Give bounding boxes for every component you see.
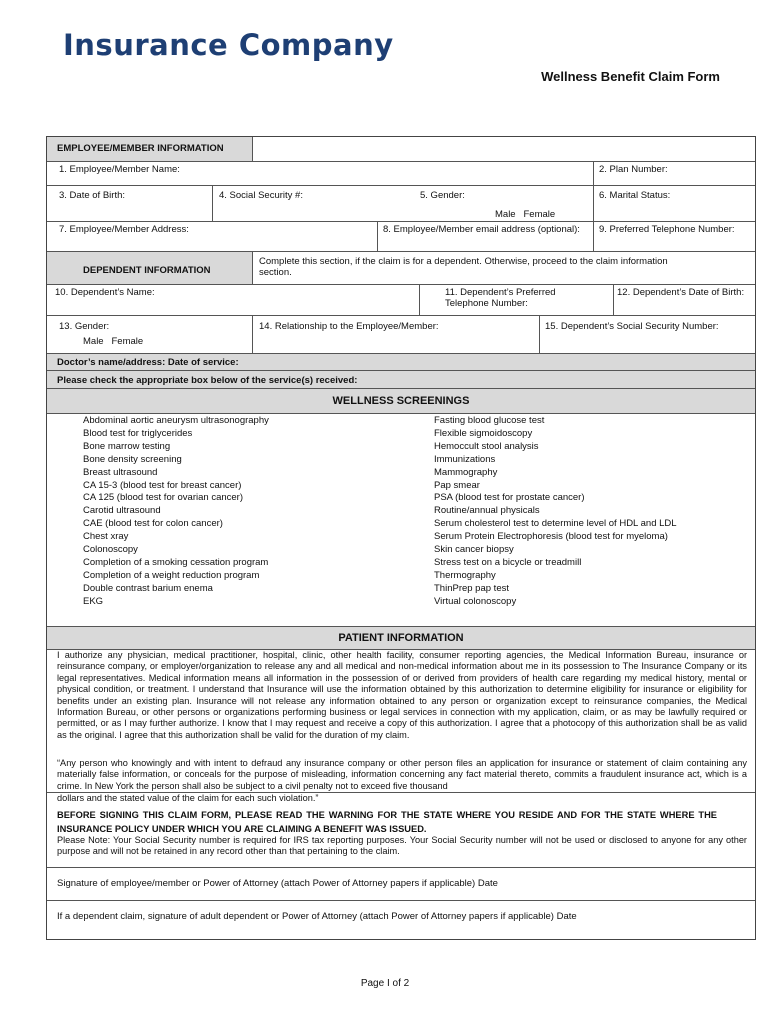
page-number: Page I of 2 <box>360 978 410 989</box>
dependent-signature-field[interactable]: If a dependent claim, signature of adult dependent or Power of Attorney (attach Power of Attorney papers if applicable) Date <box>57 911 577 922</box>
screening-item[interactable]: Bone density screening <box>83 453 182 465</box>
employee-signature-field[interactable]: Signature of employee/member or Power of Attorney (attach Power of Attorney papers if applicable) Date <box>57 878 498 889</box>
screening-item[interactable]: Fasting blood glucose test <box>434 415 545 426</box>
screening-item[interactable]: Stress test on a bicycle or treadmill <box>434 556 582 568</box>
dependent-gender-options[interactable]: Male Female <box>83 336 144 347</box>
screening-item[interactable]: Chest xray <box>83 531 129 543</box>
before-signing-warning: BEFORE SIGNING THIS CLAIM FORM, PLEASE READ THE WARNING FOR THE STATE WHERE YOU RESIDE AND FOR THE STATE WHERE THE INSURANCE POLICY UNDER WHICH YOU ARE CLAIMING A BENEFIT WAS ISSUED. <box>57 810 717 834</box>
telephone-field[interactable]: 9. Preferred Telephone Number: <box>599 224 735 235</box>
dependent-gender-label: 13. Gender: <box>59 321 110 332</box>
fraud-warning-end: dollars and the stated value of the claim for each such violation.” <box>57 793 319 803</box>
screening-item[interactable]: Bone marrow testing <box>83 440 171 452</box>
screening-item[interactable]: Double contrast barium enema <box>83 582 213 594</box>
dependent-phone-field[interactable]: 11. Dependent’s Preferred Telephone Number: <box>445 287 556 309</box>
screening-item[interactable]: Immunizations <box>434 453 496 465</box>
screening-item[interactable]: Routine/annual physicals <box>434 505 540 517</box>
screening-item[interactable]: Colonoscopy <box>83 544 138 556</box>
plan-number-field[interactable]: 2. Plan Number: <box>599 164 668 175</box>
screening-item[interactable]: Virtual colonoscopy <box>434 595 517 607</box>
ssn-note: Please Note: Your Social Security number is required for IRS tax reporting purposes. Your Social Security number will not be used or disclosed to anyone for any other purpose and will not be retained in any record other than that pertaining to the claim. <box>57 835 747 857</box>
screenings-left-list <box>83 415 269 609</box>
email-field[interactable]: 8. Employee/Member email address (optional): <box>383 224 580 235</box>
screening-item[interactable]: Abdominal aortic aneurysm ultrasonography <box>83 415 269 426</box>
claim-form <box>46 136 756 940</box>
screenings-title: WELLNESS SCREENINGS <box>332 395 470 407</box>
screenings-right-list <box>434 415 677 609</box>
employee-section-title: EMPLOYEE/MEMBER INFORMATION <box>57 143 224 154</box>
screening-item[interactable]: Pap smear <box>434 479 480 491</box>
date-of-birth-field[interactable]: 3. Date of Birth: <box>59 190 126 201</box>
screening-item[interactable]: Thermography <box>434 569 496 581</box>
dependent-note: Complete this section, if the claim is for a dependent. Otherwise, proceed to the claim information section. <box>259 256 668 278</box>
employee-name-field[interactable]: 1. Employee/Member Name: <box>59 164 180 175</box>
marital-status-field[interactable]: 6. Marital Status: <box>599 190 671 201</box>
employee-address-field[interactable]: 7. Employee/Member Address: <box>59 224 189 235</box>
screening-item[interactable]: CAE (blood test for colon cancer) <box>83 518 223 530</box>
screening-item[interactable]: ThinPrep pap test <box>434 582 509 594</box>
doctor-field[interactable]: Doctor’s name/address: Date of service: <box>57 357 239 368</box>
screening-item[interactable]: CA 125 (blood test for ovarian cancer) <box>83 492 244 504</box>
dependent-ssn-field[interactable]: 15. Dependent’s Social Security Number: <box>545 321 719 332</box>
relationship-field[interactable]: 14. Relationship to the Employee/Member: <box>259 321 439 332</box>
patient-info-title: PATIENT INFORMATION <box>338 632 464 644</box>
screening-item[interactable]: Blood test for triglycerides <box>83 427 193 439</box>
screening-item[interactable]: EKG <box>83 595 104 607</box>
screening-item[interactable]: Completion of a weight reduction program <box>83 569 260 581</box>
gender-options[interactable]: Male Female <box>495 209 556 220</box>
form-title: Wellness Benefit Claim Form <box>541 69 720 84</box>
screening-item[interactable]: CA 15-3 (blood test for breast cancer) <box>83 479 242 491</box>
services-instruction: Please check the appropriate box below of the service(s) received: <box>57 375 358 386</box>
authorization-text: I authorize any physician, medical practitioner, hospital, clinic, other health facility, consumer reporting agencies, the Medical Information Bureau, insurance or reinsurance company, or employer/organization to release any and all medical and non-medical information about me in its possession to The Insurance Company or its legal representatives. Medical information means all information in the possession of or derived from providers of health care regarding my medical history, mental or physical condition, or treatment. I understand that Insurance will use the information obtained by this authorization to determine eligibility for insurance or eligibility for benefits under an existing plan. Insurance will not release any information obtained to any person or organization except to reinsurance companies, the Medical Information Bureau, or other persons or organizations performing business or legal services in connection with my application, claim, or as may be lawfully required or permitted, or as I may further authorize. I know that I may request and receive a copy of this authorization. I agree that a photocopy of this authorization shall be as valid as the original. I agree that this authorization shall be valid for the duration of my claim. <box>57 650 747 740</box>
screening-item[interactable]: Serum cholesterol test to determine level of HDL and LDL <box>434 518 677 530</box>
screening-item[interactable]: Breast ultrasound <box>83 466 158 478</box>
screening-item[interactable]: Flexible sigmoidoscopy <box>434 427 533 439</box>
company-logo: Insurance Company <box>63 28 394 62</box>
screening-item[interactable]: Hemoccult stool analysis <box>434 440 539 452</box>
gender-label: 5. Gender: <box>420 190 465 201</box>
screening-item[interactable]: Carotid ultrasound <box>83 505 161 517</box>
fraud-warning-text: “Any person who knowingly and with intent to defraud any insurance company or other person files an application for insurance or statement of claim containing any materially false information, or conceals for the purpose of misleading, information concerning any fact material thereto, commits a fraudulent insurance act, which is a crime. In New York the person shall also be subject to a civil penalty not to exceed five thousand <box>57 758 747 791</box>
screening-item[interactable]: Completion of a smoking cessation program <box>83 556 269 568</box>
ssn-field[interactable]: 4. Social Security #: <box>219 190 303 201</box>
dependent-dob-field[interactable]: 12. Dependent’s Date of Birth: <box>617 287 745 298</box>
dependent-name-field[interactable]: 10. Dependent’s Name: <box>55 287 155 298</box>
screening-item[interactable]: Serum Protein Electrophoresis (blood test for myeloma) <box>434 531 668 543</box>
screening-item[interactable]: PSA (blood test for prostate cancer) <box>434 492 585 504</box>
screening-item[interactable]: Skin cancer biopsy <box>434 544 514 556</box>
dependent-section-title: DEPENDENT INFORMATION <box>83 265 211 276</box>
screening-item[interactable]: Mammography <box>434 466 498 478</box>
